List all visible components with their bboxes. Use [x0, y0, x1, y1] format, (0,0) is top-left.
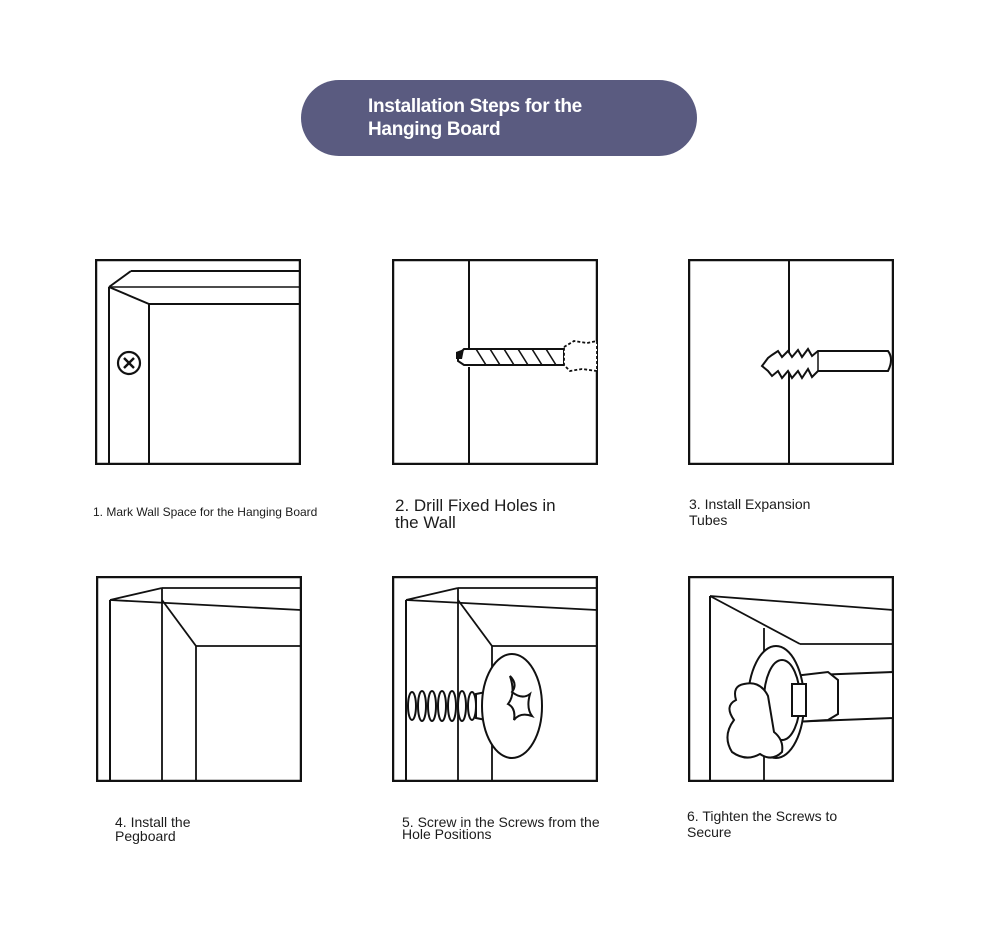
- step-3-illustration: [688, 259, 894, 465]
- screw-tighten-icon: [688, 576, 894, 782]
- step-2-caption: 2. Drill Fixed Holes in the Wall: [395, 496, 556, 532]
- step-5-caption: 5. Screw in the Screws from the Hole Positions: [402, 814, 600, 842]
- step-3-caption: 3. Install Expansion Tubes: [689, 496, 811, 528]
- step-2-illustration: [392, 259, 598, 465]
- expansion-tube-icon: [688, 259, 894, 465]
- drill-bit-icon: [392, 259, 598, 465]
- page-title: Installation Steps for the Hanging Board: [368, 96, 582, 140]
- step-6-caption: 6. Tighten the Screws to Secure: [687, 808, 838, 840]
- step-5-illustration: [392, 576, 598, 782]
- step-4-illustration: [96, 576, 302, 782]
- step-6-illustration: [688, 576, 894, 782]
- wall-mark-icon: [95, 259, 301, 465]
- step-4-caption: 4. Install the Pegboard: [115, 814, 191, 844]
- pegboard-icon: [96, 576, 302, 782]
- step-1-illustration: [95, 259, 301, 465]
- step-1-caption: 1. Mark Wall Space for the Hanging Board: [93, 505, 318, 519]
- screw-icon: [392, 576, 598, 782]
